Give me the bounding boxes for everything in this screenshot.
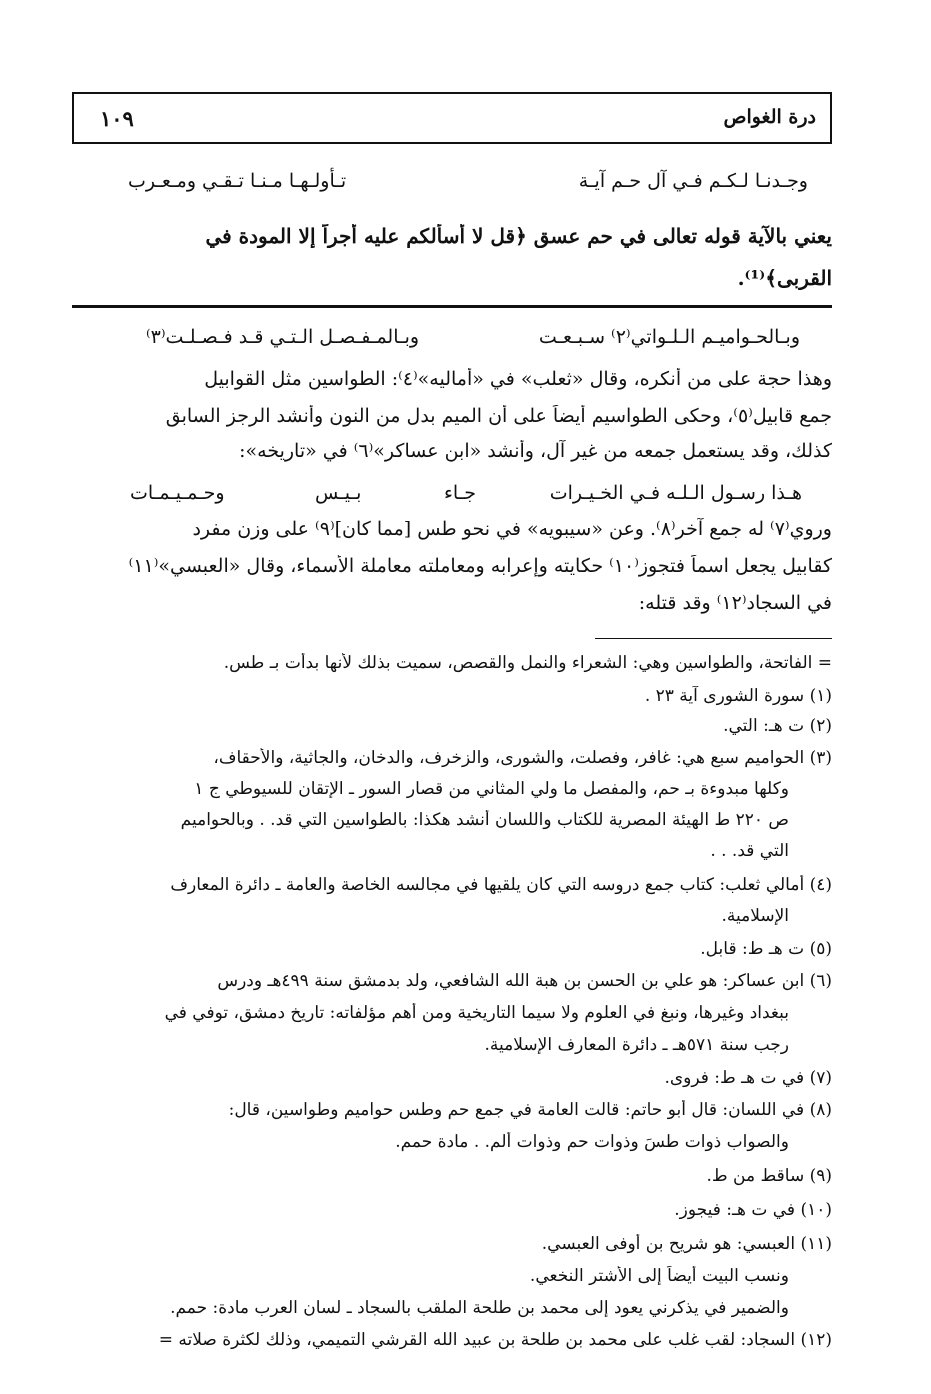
verse-2: [72, 326, 832, 356]
verse-1-right-hemistich: وجـدنـا لـكـم فـي آل حـم آيـة: [578, 170, 808, 192]
text-line: كقابيل يجعل اسماً فتجوز⁽١٠⁾ حكايته وإعرابه ومعاملته معاملة الأسماء، وقال «العبسي»⁽١١⁾: [128, 555, 832, 577]
text-line: وروي⁽٧⁾ له جمع آخر⁽٨⁾. وعن «سيبويه» في نحو طس [مما كان]⁽٩⁾ على وزن مفرد: [192, 518, 832, 540]
verse-1: [72, 170, 832, 200]
footnote-line: والضمير في يذكرني يعود إلى محمد بن طلحة الملقب بالسجاد ـ لسان العرب مادة: حمم.: [170, 1298, 789, 1318]
running-title: درة الغواص: [723, 106, 816, 128]
page-number: ١٠٩: [100, 106, 134, 131]
text-line: القربى﴾⁽¹⁾.: [737, 266, 832, 290]
footnote-line: (١) سورة الشورى آية ٢٣ .: [644, 686, 832, 706]
footnote-line: (٤) أمالي ثعلب: كتاب جمع دروسه التي كان يلقيها في مجالسه الخاصة والعامة ـ دائرة المعارف: [170, 875, 832, 895]
footnote-line: (١٢) السجاد: لقب غلب على محمد بن طلحة بن عبيد الله القرشي التميمي، وذلك لكثرة صلاته =: [158, 1330, 832, 1350]
footnote-line: ببغداد وغيرها، ونبغ في العلوم ولا سيما التاريخية ومن أهم مؤلفاته: تاريخ دمشق، توفي في: [164, 1003, 789, 1023]
text-line: جمع قابيل⁽٥⁾، وحكى الطواسيم أيضاً على أن الميم بدل من النون وأنشد الرجز السابق: [165, 405, 832, 427]
footnote-line: ص ٢٢٠ ط الهيئة المصرية للكتاب واللسان أنشد هكذا: بالطواسين التي قد. . وبالحواميم: [180, 810, 789, 830]
footnote-line: وكلها مبدوءة بـ حم، والمفصل ما ولي المثاني من قصار السور ـ الإتقان للسيوطي ج ١: [194, 779, 789, 799]
footnote-line: ونسب البيت أيضاً إلى الأشتر النخعي.: [529, 1266, 789, 1286]
footnote-divider: [595, 638, 832, 639]
footnote-line: والصواب ذوات طسَ وذوات حم وذوات ألم. . مادة حمم.: [395, 1132, 789, 1152]
verse-2-left-hemistich: وبـالمـفـصـل الـتـي قـد فـصـلـت⁽٣⁾: [146, 326, 420, 348]
footnote-line: (٨) في اللسان: قال أبو حاتم: قالت العامة في جمع حم وطس حواميم وطواسين، قال:: [228, 1100, 832, 1120]
footnote-line: التي قد. . .: [710, 841, 789, 861]
text-line: كذلك، وقد يستعمل جمعه من غير آل، وأنشد «ابن عساكر»⁽٦⁾ في «تاريخه»:: [239, 440, 832, 462]
verse-3: [72, 482, 832, 512]
text-line: في السجاد⁽١٢⁾ وقد قتله:: [638, 592, 832, 614]
verse-3-part-4: وحـمـيـمـات: [130, 482, 225, 504]
verse-1-left-hemistich: تـأولـهـا مـنـا تـقـي ومـعـرب: [128, 170, 347, 192]
footnote-line: = الفاتحة، والطواسين وهي: الشعراء والنمل والقصص، سميت بذلك لأنها بدأت بـ طس.: [223, 653, 832, 673]
verse-2-right-hemistich: وبـالحـواميـم الـلـواتي⁽٢⁾ سـبـعـت: [538, 326, 800, 348]
footnote-line: (٣) الحواميم سبع هي: غافر، وفصلت، والشورى، والزخرف، والدخان، والجاثية، والأحقاف،: [213, 748, 832, 768]
footnote-line: (٥) ت هـ ط: قابل.: [700, 939, 832, 959]
footnote-line: (٩) ساقط من ط.: [706, 1166, 832, 1186]
page-header: [72, 92, 832, 144]
footnote-line: الإسلامية.: [721, 906, 789, 926]
verse-3-part-1: هـذا رسـول الـلـه فـي الخـيـرات: [549, 482, 802, 504]
verse-3-part-3: بـيـس: [315, 482, 362, 504]
text-line: وهذا حجة على من أنكره، وقال «ثعلب» في «أماليه»⁽٤⁾: الطواسين مثل القوابيل: [204, 368, 832, 390]
footnote-line: (٧) في ت هـ ط: فروى.: [664, 1068, 832, 1088]
text-line: يعني بالآية قوله تعالى في حم عسق ﴿قل لا أسألكم عليه أجراً إلا المودة في: [205, 224, 832, 248]
verse-3-part-2: جـاء: [444, 482, 477, 504]
footnote-line: (١١) العبسي: هو شريح بن أوفى العبسي.: [541, 1234, 832, 1254]
section-divider: [72, 305, 832, 308]
footnote-line: (١٠) في ت هـ: فيجوز.: [674, 1200, 832, 1220]
footnote-line: (٢) ت هـ: التي.: [723, 716, 832, 736]
footnote-line: رجب سنة ٥٧١هـ ـ دائرة المعارف الإسلامية.: [484, 1035, 789, 1055]
footnote-line: (٦) ابن عساكر: هو علي بن الحسن بن هبة الله الشافعي، ولد بدمشق سنة ٤٩٩هـ ودرس: [217, 971, 832, 991]
